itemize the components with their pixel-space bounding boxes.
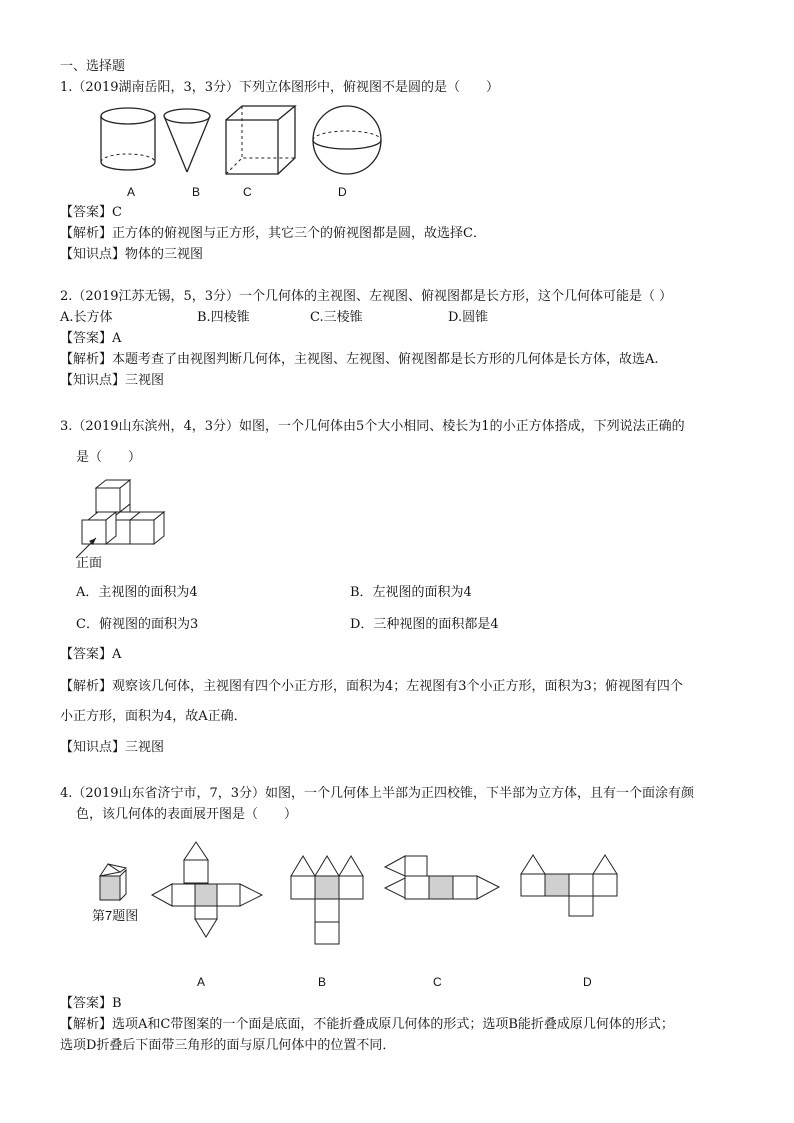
q4-analysis-line1: 【解析】选项A和C带图案的一个面是底面，不能折叠成原几何体的形式；选项B能折叠成原几何体的形式； (60, 1017, 674, 1032)
q4-net-b (289, 852, 369, 952)
section-title: 一、选择题 (60, 59, 126, 74)
q2-analysis: 【解析】本题考查了由视图判断几何体，主视图、左视图、俯视图都是长方形的几何体是长方体，故选A. (60, 352, 659, 367)
q1-answer: 【答案】C (60, 205, 122, 220)
q2-stem: 2.（2019江苏无锡，5，3分）一个几何体的主视图、左视图、俯视图都是长方形，这个几何体可能是（ ） (60, 289, 673, 304)
q3-figure-label: 正面 (76, 555, 103, 570)
q4-net-d (519, 852, 629, 932)
q2-answer: 【答案】A (60, 331, 122, 346)
q4-net-c (383, 852, 503, 932)
q4-answer: 【答案】B (60, 996, 122, 1011)
q1-analysis: 【解析】正方体的俯视图与正方形，其它三个的俯视图都是圆，故选择C． (60, 226, 486, 241)
q3-stem-line2: 是（ ） (76, 450, 142, 465)
q1-cylinder-figure (100, 104, 160, 176)
q1-label-d: D (338, 185, 347, 199)
q1-cube-figure (225, 104, 297, 176)
q4-label-d: D (583, 975, 592, 989)
q1-knowledge: 【知识点】物体的三视图 (60, 247, 204, 262)
q4-figure-label: 第7题图 (92, 908, 139, 923)
q1-sphere-figure (311, 104, 385, 178)
q4-label-c: C (433, 975, 442, 989)
q2-option-d: D.圆锥 (448, 310, 489, 325)
q2-option-a: A.长方体 (60, 310, 113, 325)
q2-knowledge: 【知识点】三视图 (60, 373, 165, 388)
q1-label-c: C (243, 185, 252, 199)
q1-stem: 1.（2019湖南岳阳，3，3分）下列立体图形中，俯视图不是圆的是（ ） (60, 80, 500, 95)
q3-analysis-line2: 小正方形，面积为4，故A正确． (60, 709, 247, 724)
q4-net-a (150, 840, 270, 940)
q4-stem-line1: 4.（2019山东省济宁市，7，3分）如图，一个几何体上半部为正四校锥，下半部为立方体，且有一个面涂有颜 (60, 786, 695, 801)
q4-stem-line2: 色，该几何体的表面展开图是（ ） (76, 807, 298, 822)
q4-analysis-line2: 选项D折叠后下面带三角形的面与原几何体中的位置不同． (60, 1038, 396, 1053)
q4-label-b: B (318, 975, 327, 989)
q3-answer: 【答案】A (60, 647, 122, 662)
q2-option-c: C.三棱锥 (310, 310, 363, 325)
q1-cone-figure (163, 104, 213, 176)
q1-label-b: B (192, 185, 201, 199)
q3-option-b: B．左视图的面积为4 (350, 585, 472, 600)
q2-option-b: B.四棱锥 (197, 310, 250, 325)
q4-label-a: A (197, 975, 206, 989)
q3-option-a: A．主视图的面积为4 (76, 585, 198, 600)
q3-stem-line1: 3.（2019山东滨州，4，3分）如图，一个几何体由5个大小相同、棱长为1的小正方体搭成，下列说法正确的 (60, 419, 685, 434)
q3-option-c: C．俯视图的面积为3 (76, 617, 199, 632)
q1-label-a: A (127, 185, 136, 199)
q3-analysis-line1: 【解析】观察该几何体，主视图有四个小正方形，面积为4；左视图有3个小正方形，面积为3；俯视图有四个 (60, 679, 683, 694)
q4-solid-figure (96, 862, 136, 904)
q3-option-d: D．三种视图的面积都是4 (350, 617, 499, 632)
q3-knowledge: 【知识点】三视图 (60, 740, 165, 755)
